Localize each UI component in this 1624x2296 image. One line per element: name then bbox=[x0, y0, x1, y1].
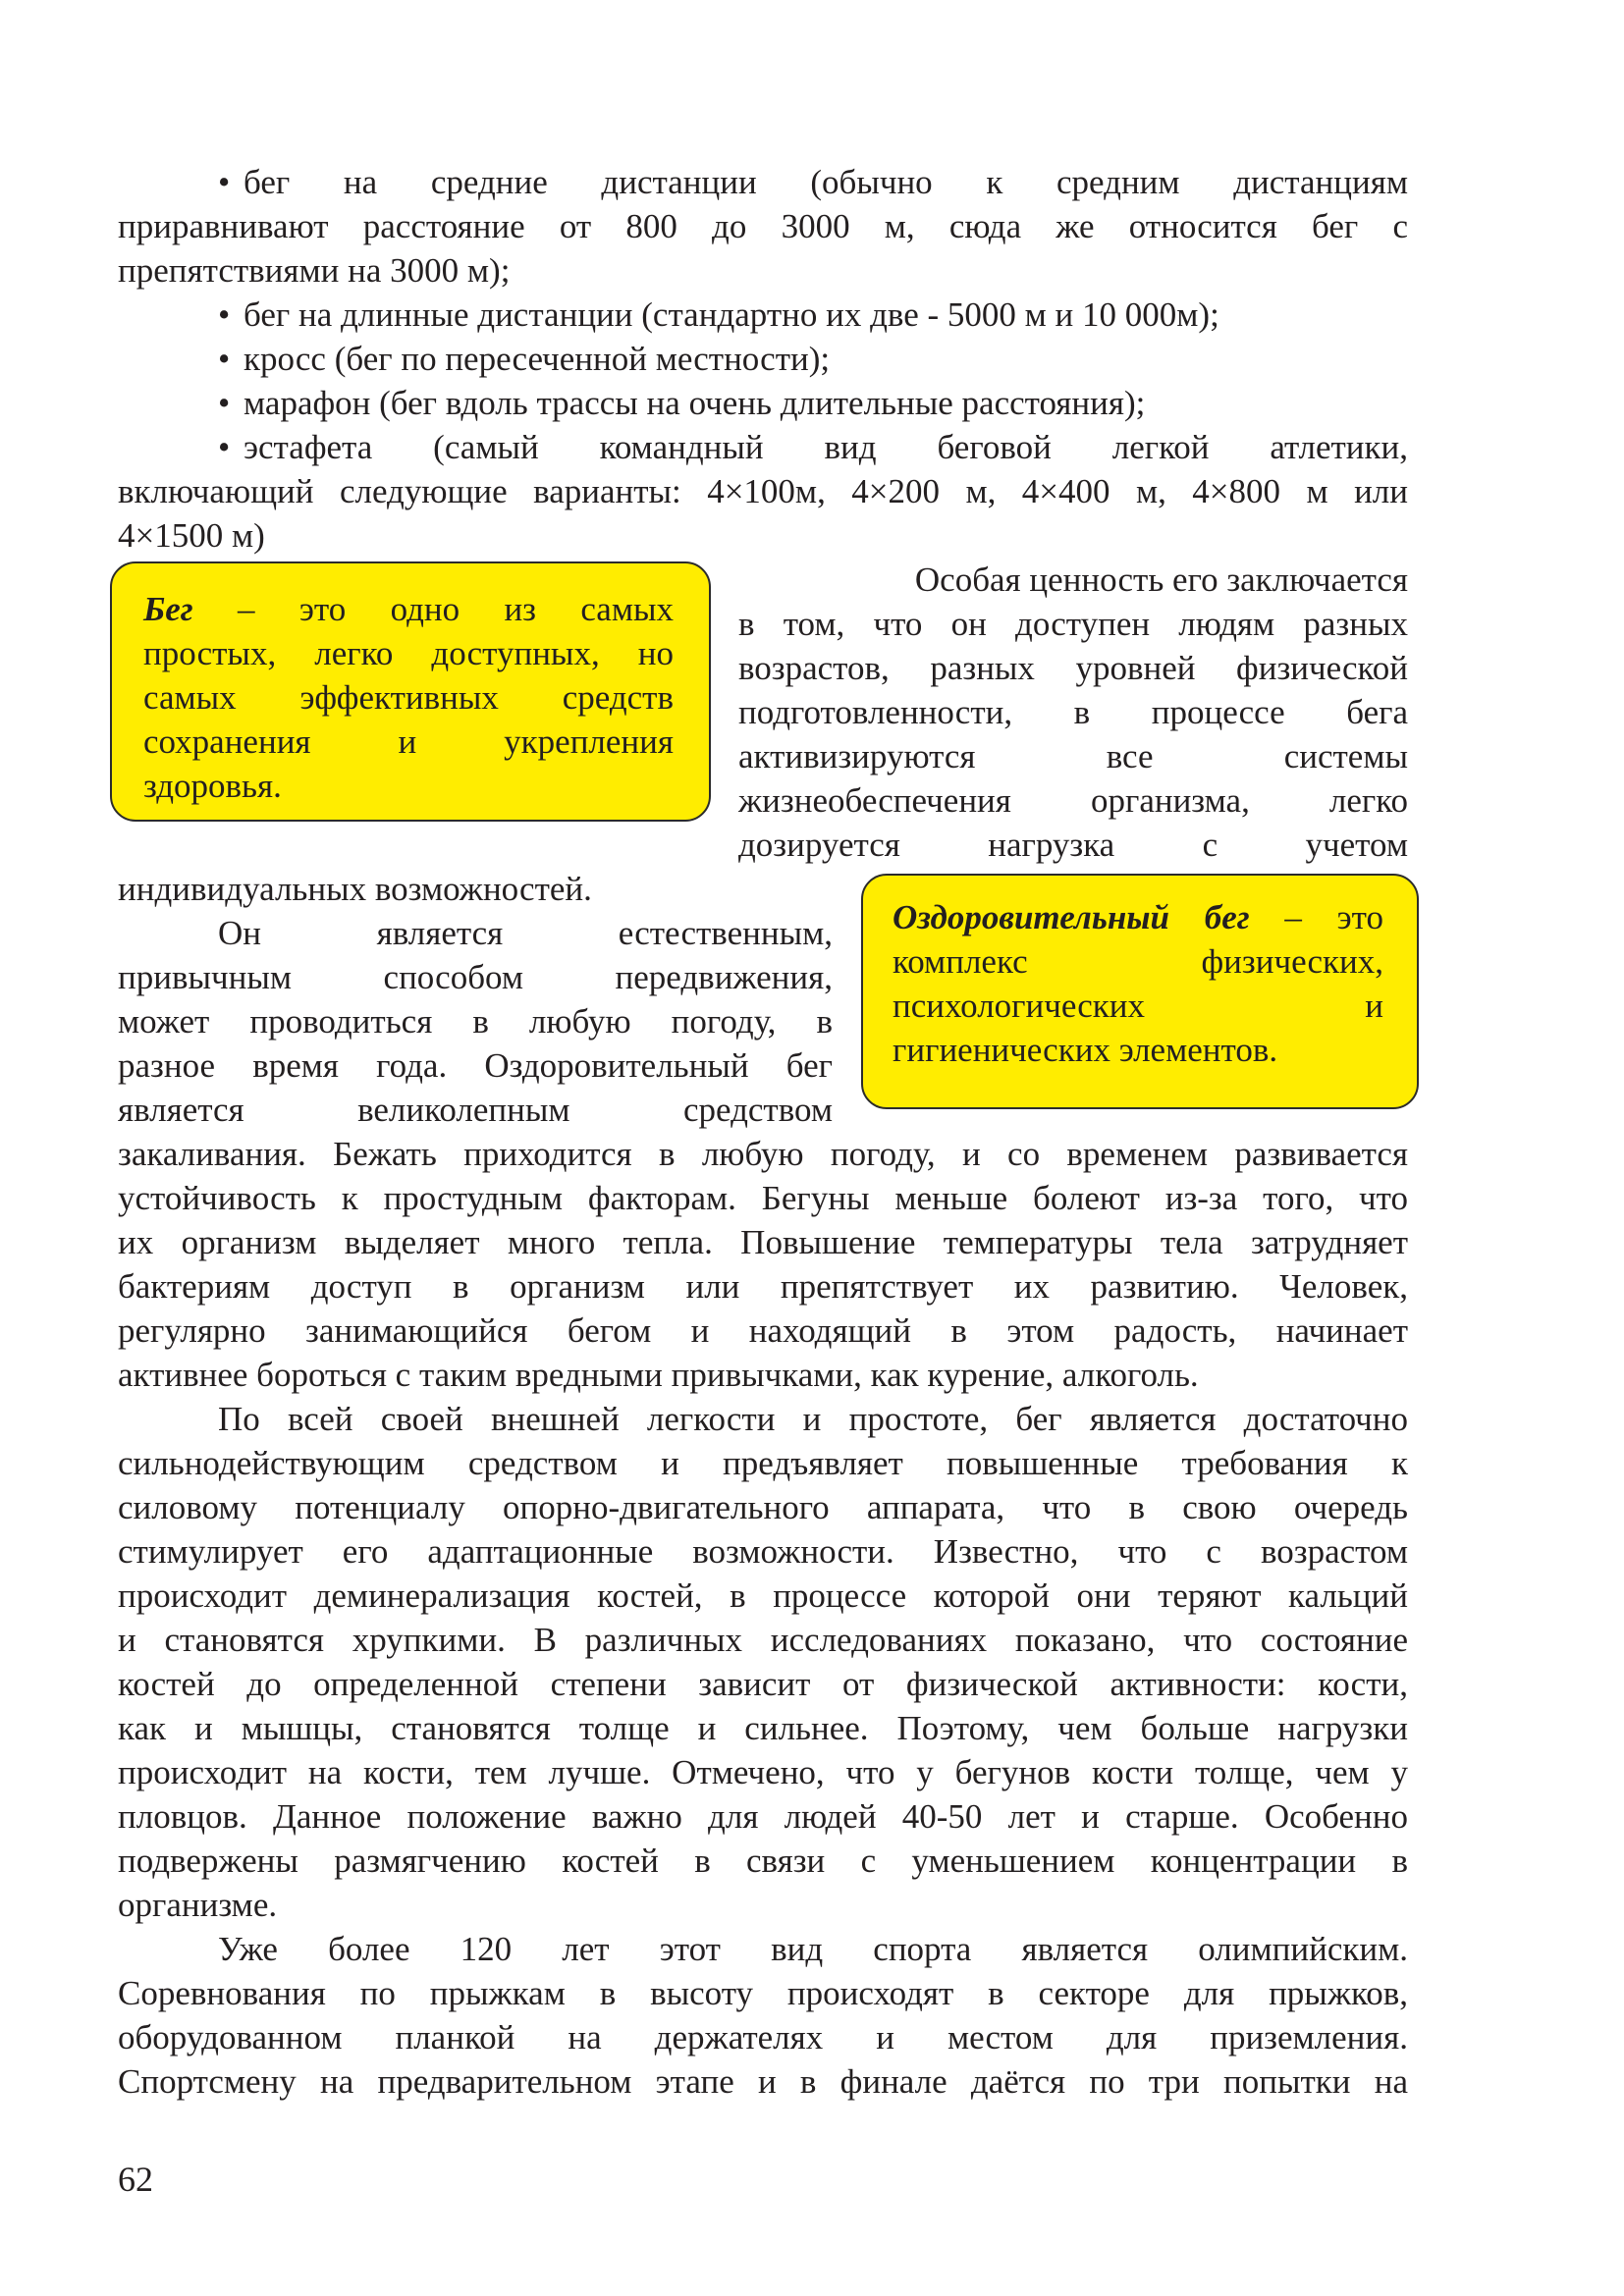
paragraph-line: Он является естественным, bbox=[218, 914, 833, 952]
paragraph-line: в том, что он доступен людям разных bbox=[738, 605, 1408, 643]
paragraph-line: является великолепным средством bbox=[118, 1091, 833, 1129]
paragraph-line: Спортсмену на предварительном этапе и в финале даётся по три попытки на bbox=[118, 2062, 1408, 2101]
bullet-icon: • bbox=[218, 295, 231, 334]
list-item: • марафон (бег вдоль трассы на очень длительные расстояния); bbox=[218, 381, 1145, 425]
definition-term: Бег bbox=[143, 590, 193, 628]
list-item-continuation: приравнивают расстояние от 800 до 3000 м, сюда же относится бег с bbox=[118, 207, 1408, 245]
list-item: • кросс (бег по пересеченной местности); bbox=[218, 337, 830, 381]
paragraph-line: происходит на кости, тем лучше. Отмечено, что у бегунов кости толще, чем у bbox=[118, 1753, 1408, 1791]
paragraph-line: дозируется нагрузка с учетом bbox=[738, 826, 1408, 864]
definition-line: психологических и bbox=[893, 987, 1383, 1025]
paragraph-line: подвержены размягчению костей в связи с уменьшением концентрации в bbox=[118, 1842, 1408, 1880]
list-item: • эстафета (самый командный вид беговой легкой атлетики, bbox=[218, 425, 1408, 469]
definition-term: Оздоровительный бег bbox=[893, 898, 1250, 936]
paragraph-line: может проводиться в любую погоду, в bbox=[118, 1002, 833, 1041]
paragraph-line: организме. bbox=[118, 1886, 278, 1924]
list-item-continuation: 4×1500 м) bbox=[118, 516, 265, 555]
list-item-continuation: препятствиями на 3000 м); bbox=[118, 251, 511, 290]
definition-line: Оздоровительный бег – это bbox=[893, 898, 1384, 936]
definition-line: здоровья. bbox=[143, 767, 282, 805]
paragraph-line: жизнеобеспечения организма, легко bbox=[738, 781, 1408, 820]
paragraph-line: подготовленности, в процессе бега bbox=[738, 693, 1408, 731]
paragraph-line: устойчивость к простудным факторам. Бегуны меньше болеют из-за того, что bbox=[118, 1179, 1408, 1217]
list-item: • бег на длинные дистанции (стандартно их две - 5000 м и 10 000м); bbox=[218, 293, 1219, 337]
paragraph-line: регулярно занимающийся бегом и находящий в этом радость, начинает bbox=[118, 1311, 1408, 1350]
bullet-icon: • bbox=[218, 384, 231, 422]
list-item: • бег на средние дистанции (обычно к средним дистанциям bbox=[218, 160, 1408, 204]
definition-line: простых, легко доступных, но bbox=[143, 634, 674, 672]
paragraph-line: привычным способом передвижения, bbox=[118, 958, 833, 996]
page-number: 62 bbox=[118, 2160, 153, 2199]
bullet-icon: • bbox=[218, 428, 231, 466]
paragraph-line: закаливания. Бежать приходится в любую погоду, и со временем развивается bbox=[118, 1135, 1408, 1173]
bullet-icon: • bbox=[218, 163, 231, 201]
paragraph-line: активнее бороться с таким вредными привычками, как курение, алкоголь. bbox=[118, 1356, 1199, 1394]
paragraph-line: Уже более 120 лет этот вид спорта является олимпийским. bbox=[218, 1930, 1408, 1968]
definition-line: самых эффективных средств bbox=[143, 678, 674, 717]
paragraph-line: возрастов, разных уровней физической bbox=[738, 649, 1408, 687]
definition-line: комплекс физических, bbox=[893, 942, 1383, 981]
paragraph-line: их организм выделяет много тепла. Повышение температуры тела затрудняет bbox=[118, 1223, 1408, 1261]
paragraph-line: происходит деминерализация костей, в процессе которой они теряют кальций bbox=[118, 1576, 1408, 1615]
paragraph-line: Соревнования по прыжкам в высоту происходят в секторе для прыжков, bbox=[118, 1974, 1408, 2012]
paragraph-line: сильнодействующим средством и предъявляет повышенные требования к bbox=[118, 1444, 1408, 1482]
paragraph-line: пловцов. Данное положение важно для людей 40-50 лет и старше. Особенно bbox=[118, 1797, 1408, 1836]
paragraph-line: активизируются все системы bbox=[738, 737, 1408, 775]
definition-line: гигиенических элементов. bbox=[893, 1031, 1278, 1069]
paragraph-line: как и мышцы, становятся толще и сильнее. Поэтому, чем больше нагрузки bbox=[118, 1709, 1408, 1747]
definition-box-health-run bbox=[861, 874, 1419, 1109]
paragraph-line: бактериям доступ в организм или препятствует их развитию. Человек, bbox=[118, 1267, 1408, 1306]
definition-box-run bbox=[110, 561, 711, 822]
paragraph-line: Особая ценность его заключается bbox=[914, 561, 1408, 599]
paragraph-line: силовому потенциалу опорно-двигательного аппарата, что в свою очередь bbox=[118, 1488, 1408, 1526]
paragraph-line: По всей своей внешней легкости и простоте, бег является достаточно bbox=[218, 1400, 1408, 1438]
paragraph-line: разное время года. Оздоровительный бег bbox=[118, 1046, 833, 1085]
paragraph-line: индивидуальных возможностей. bbox=[118, 870, 592, 908]
paragraph-line: оборудованном планкой на держателях и местом для приземления. bbox=[118, 2018, 1408, 2056]
paragraph-line: стимулирует его адаптационные возможности. Известно, что с возрастом bbox=[118, 1532, 1408, 1571]
definition-line: Бег – это одно из самых bbox=[143, 590, 674, 628]
bullet-icon: • bbox=[218, 340, 231, 378]
list-item-continuation: включающий следующие варианты: 4×100м, 4×200 м, 4×400 м, 4×800 м или bbox=[118, 472, 1408, 510]
definition-line: сохранения и укрепления bbox=[143, 722, 674, 761]
paragraph-line: и становятся хрупкими. В различных исследованиях показано, что состояние bbox=[118, 1621, 1408, 1659]
paragraph-line: костей до определенной степени зависит от физической активности: кости, bbox=[118, 1665, 1408, 1703]
